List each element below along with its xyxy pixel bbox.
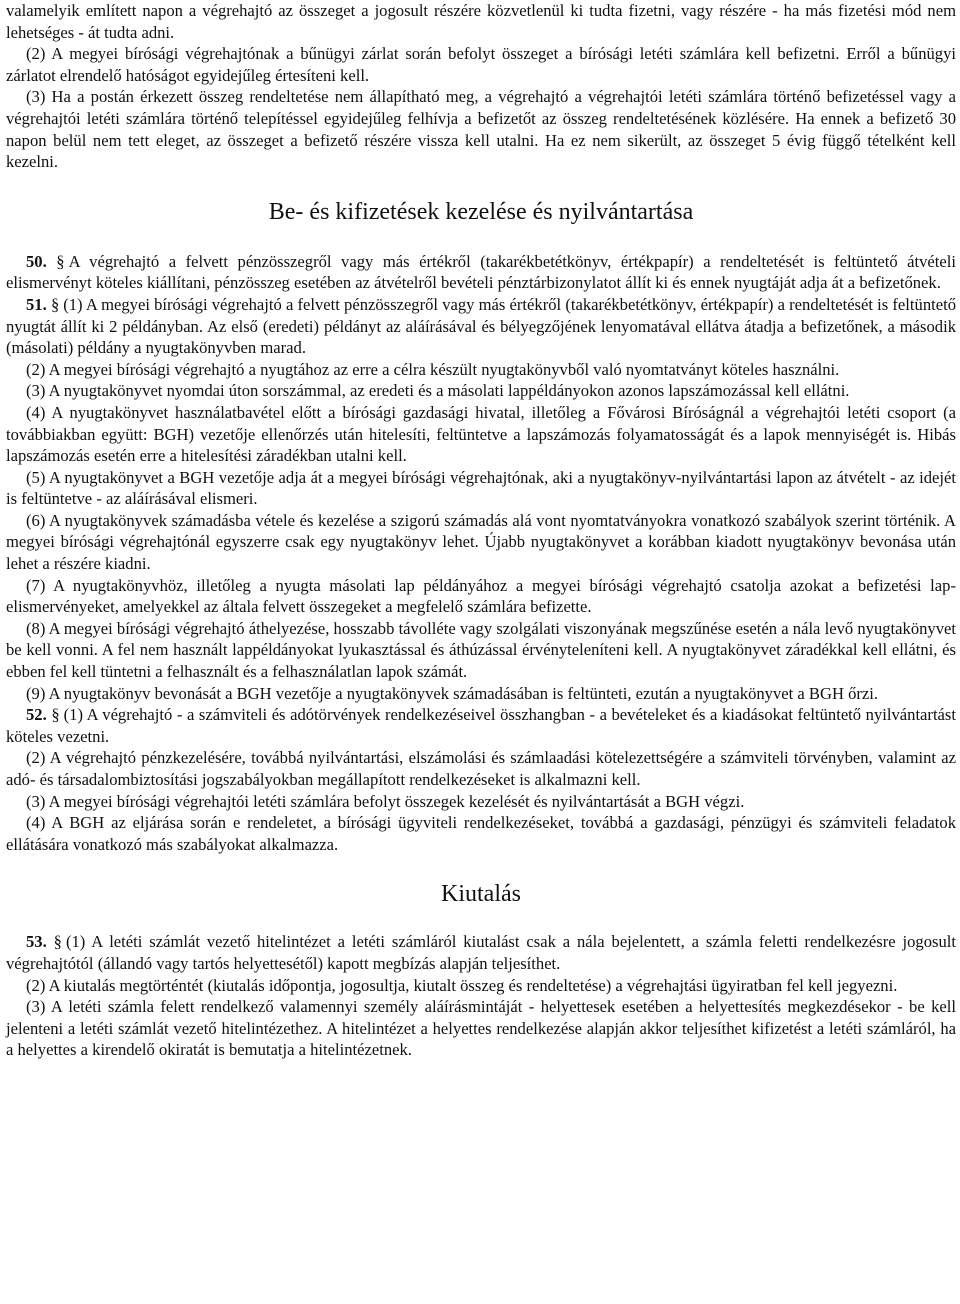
section-50-text: A végrehajtó a felvett pénzösszegről vagy más értékről (takarékbetétkönyv, értékpapír) a rendeltetését is feltüntető átvételi elismervényt köteles kiállítani, pénzösszeg esetében az átvételről bevételi pénztárbizonylatot állít ki és ennek nyugtáját adja át a befizetőnek. (6, 251, 956, 293)
section-sign: § (51, 705, 60, 725)
section-number-53: 53. (26, 932, 47, 952)
section-sign: § (56, 251, 65, 271)
paragraph-continuation: valamelyik említett napon a végrehajtó az összeget a jogosult részére közvetlenül ki tudta fizetni, vagy részére - ha más fizetési mód nem lehetséges - át tudta adni. (6, 1, 956, 42)
section-number-51: 51. (26, 294, 47, 314)
paragraph-51-4: (4) A nyugtakönyvet használatbavétel előtt a bírósági gazdasági hivatal, illetőleg a Fővárosi Bíróságnál a végrehajtói letéti csoport (a továbbiakban együtt: BGH) vezetője ellenőrzés után hitelesíti, feltüntetve a lapszámozás folyamatosságát és a lapok mennyiségét is. Hibás lapszámozás esetén erre a hitelesítési záradékban utalni kell. (6, 402, 956, 466)
paragraph-51-6: (6) A nyugtakönyvek számadásba vétele és kezelése a szigorú számadás alá vont nyomtatványokra vonatkozó szabályok szerint történik. A megyei bírósági végrehajtónál egyszerre csak egy nyugtakönyv lehet. Újabb nyugtakönyvet a korábban kiadott nyugtakönyv bevonása után lehet a részére kiadni. (6, 510, 956, 574)
paragraph-51-5: (5) A nyugtakönyvet a BGH vezetője adja át a megyei bírósági végrehajtónak, aki a nyugtakönyv-nyilvántartási lapon az átvételt - az idejét is feltüntetve - az aláírásával elismeri. (6, 467, 956, 509)
paragraph-52-4: (4) A BGH az eljárása során e rendeletet, a bírósági ügyviteli rendelkezéseket, továbbá a gazdasági, pénzügyi és számviteli feladatok ellátására vonatkozó más szabályokat alkalmazza. (6, 813, 956, 854)
section-sign: § (50, 294, 60, 314)
paragraph-49-3: (3) Ha a postán érkezett összeg rendeltetése nem állapítható meg, a végrehajtó a végrehajtói letéti számlára történő befizetéssel vagy a végrehajtói letéti számlára történő telepítéssel egyidejűleg felhívja a befizetőt az összeg rendeltetésének közlésére. Ha ennek a befizető 30 napon belül nem tett eleget, az összeget a befizető részére vissza kell utalni. Ha ez nem sikerült, az összeget 5 évig függő tételként kell kezelni. (6, 87, 956, 172)
section-53-text: (1) A letéti számlát vezető hitelintézet a letéti számláról kiutalást csak a nála bejelentett, a számla feletti rendelkezésre jogosult végrehajtótól (állandó vagy tartós helyettesétől) kapott megbízás alapján teljesíthet. (6, 932, 956, 973)
section-51-text: (1) A megyei bírósági végrehajtó a felvett pénzösszegről vagy más értékről (takarékbetétkönyv, értékpapír) a rendeltetését is feltüntető nyugtát állít ki 2 példányban. Az első (eredeti) példányt az aláírásával és bélyegzőjének lenyomatával ellátva átadja a befizetőnek, a második (másolati) példány a nyugtakönyvben marad. (6, 294, 956, 358)
section-52 (6, 704, 956, 747)
section-number-52: 52. (26, 705, 47, 725)
paragraph-51-2: (2) A megyei bírósági végrehajtó a nyugtához az erre a célra készült nyugtakönyvből való nyomtatványt köteles használni. (26, 359, 840, 379)
paragraph-49-2: (2) A megyei bírósági végrehajtónak a bűnügyi zárlat során befolyt összeget a bírósági letéti számlára kell befizetni. Erről a bűnügyi zárlatot elrendelő hatóságot egyidejűleg értesíteni kell. (6, 44, 956, 85)
document-page (6, 0, 956, 1061)
section-53 (6, 931, 956, 974)
paragraph-51-8: (8) A megyei bírósági végrehajtó áthelyezése, hosszabb távolléte vagy szolgálati viszonyának megszűnése esetén a nála levő nyugtakönyvet be kell vonni. A fel nem használt lappéldányokat lyukasztással és áthúzással érvényteleníteni kell. A nyugtakönyvet záradékkal kell ellátni, és ebben fel kell tüntetni a felhasznált és a felhasználatlan lapok számát. (6, 618, 956, 682)
paragraph-53-3: (3) A letéti számla felett rendelkező valamennyi személy aláírásmintáját - helyettesek esetében a helyettesítés megkezdésekor - be kell jelenteni a letéti számlát vezető hitelintézethez. A hitelintézet a helyettes rendelkezése alapján akkor teljesíthet kifizetést a letéti számláról, ha a helyettes a kirendelő okiratát is bemutatja a hitelintézetnek. (6, 997, 956, 1060)
paragraph-52-2: (2) A végrehajtó pénzkezelésére, továbbá nyilvántartási, elszámolási és számlaadási kötelezettségére a számviteli törvényben, valamint az adó- és társadalombiztosítási jogszabályokban megállapított rendelkezéseket is alkalmazni kell. (6, 748, 956, 789)
section-heading-kiutalas: Kiutalás (441, 881, 521, 908)
paragraph-51-3: (3) A nyugtakönyvet nyomdai úton sorszámmal, az eredeti és a másolati lappéldányokon azonos lapszámozással kell ellátni. (26, 381, 850, 401)
section-50 (6, 251, 956, 294)
section-number-50: 50. (26, 251, 47, 271)
paragraph-53-2: (2) A kiutalás megtörténtét (kiutalás időpontja, jogosultja, kiutalt összeg és rendeltetése) a végrehajtási ügyiratban fel kell jegyezni. (26, 975, 898, 995)
section-sign: § (53, 932, 62, 952)
paragraph-52-3: (3) A megyei bírósági végrehajtói letéti számlára befolyt összegek kezelését és nyilvántartását a BGH végzi. (26, 791, 745, 811)
paragraph-51-9: (9) A nyugtakönyv bevonását a BGH vezetője a nyugtakönyvek számadásában is feltünteti, ezután a nyugtakönyvet a BGH őrzi. (26, 683, 879, 703)
section-heading-payments: Be- és kifizetések kezelése és nyilvántartása (268, 198, 694, 225)
section-51 (6, 294, 956, 359)
paragraph-51-7: (7) A nyugtakönyvhöz, illetőleg a nyugta másolati lap példányához a megyei bírósági végrehajtó csatolja azokat a befizetési lap-elismervényeket, amelyekkel az általa felvett összegeket a megfelelő számlára befizette. (6, 575, 956, 617)
section-52-text: (1) A végrehajtó - a számviteli és adótörvények rendelkezéseivel összhangban - a bevételeket és a kiadásokat feltüntető nyilvántartást köteles vezetni. (6, 705, 956, 746)
